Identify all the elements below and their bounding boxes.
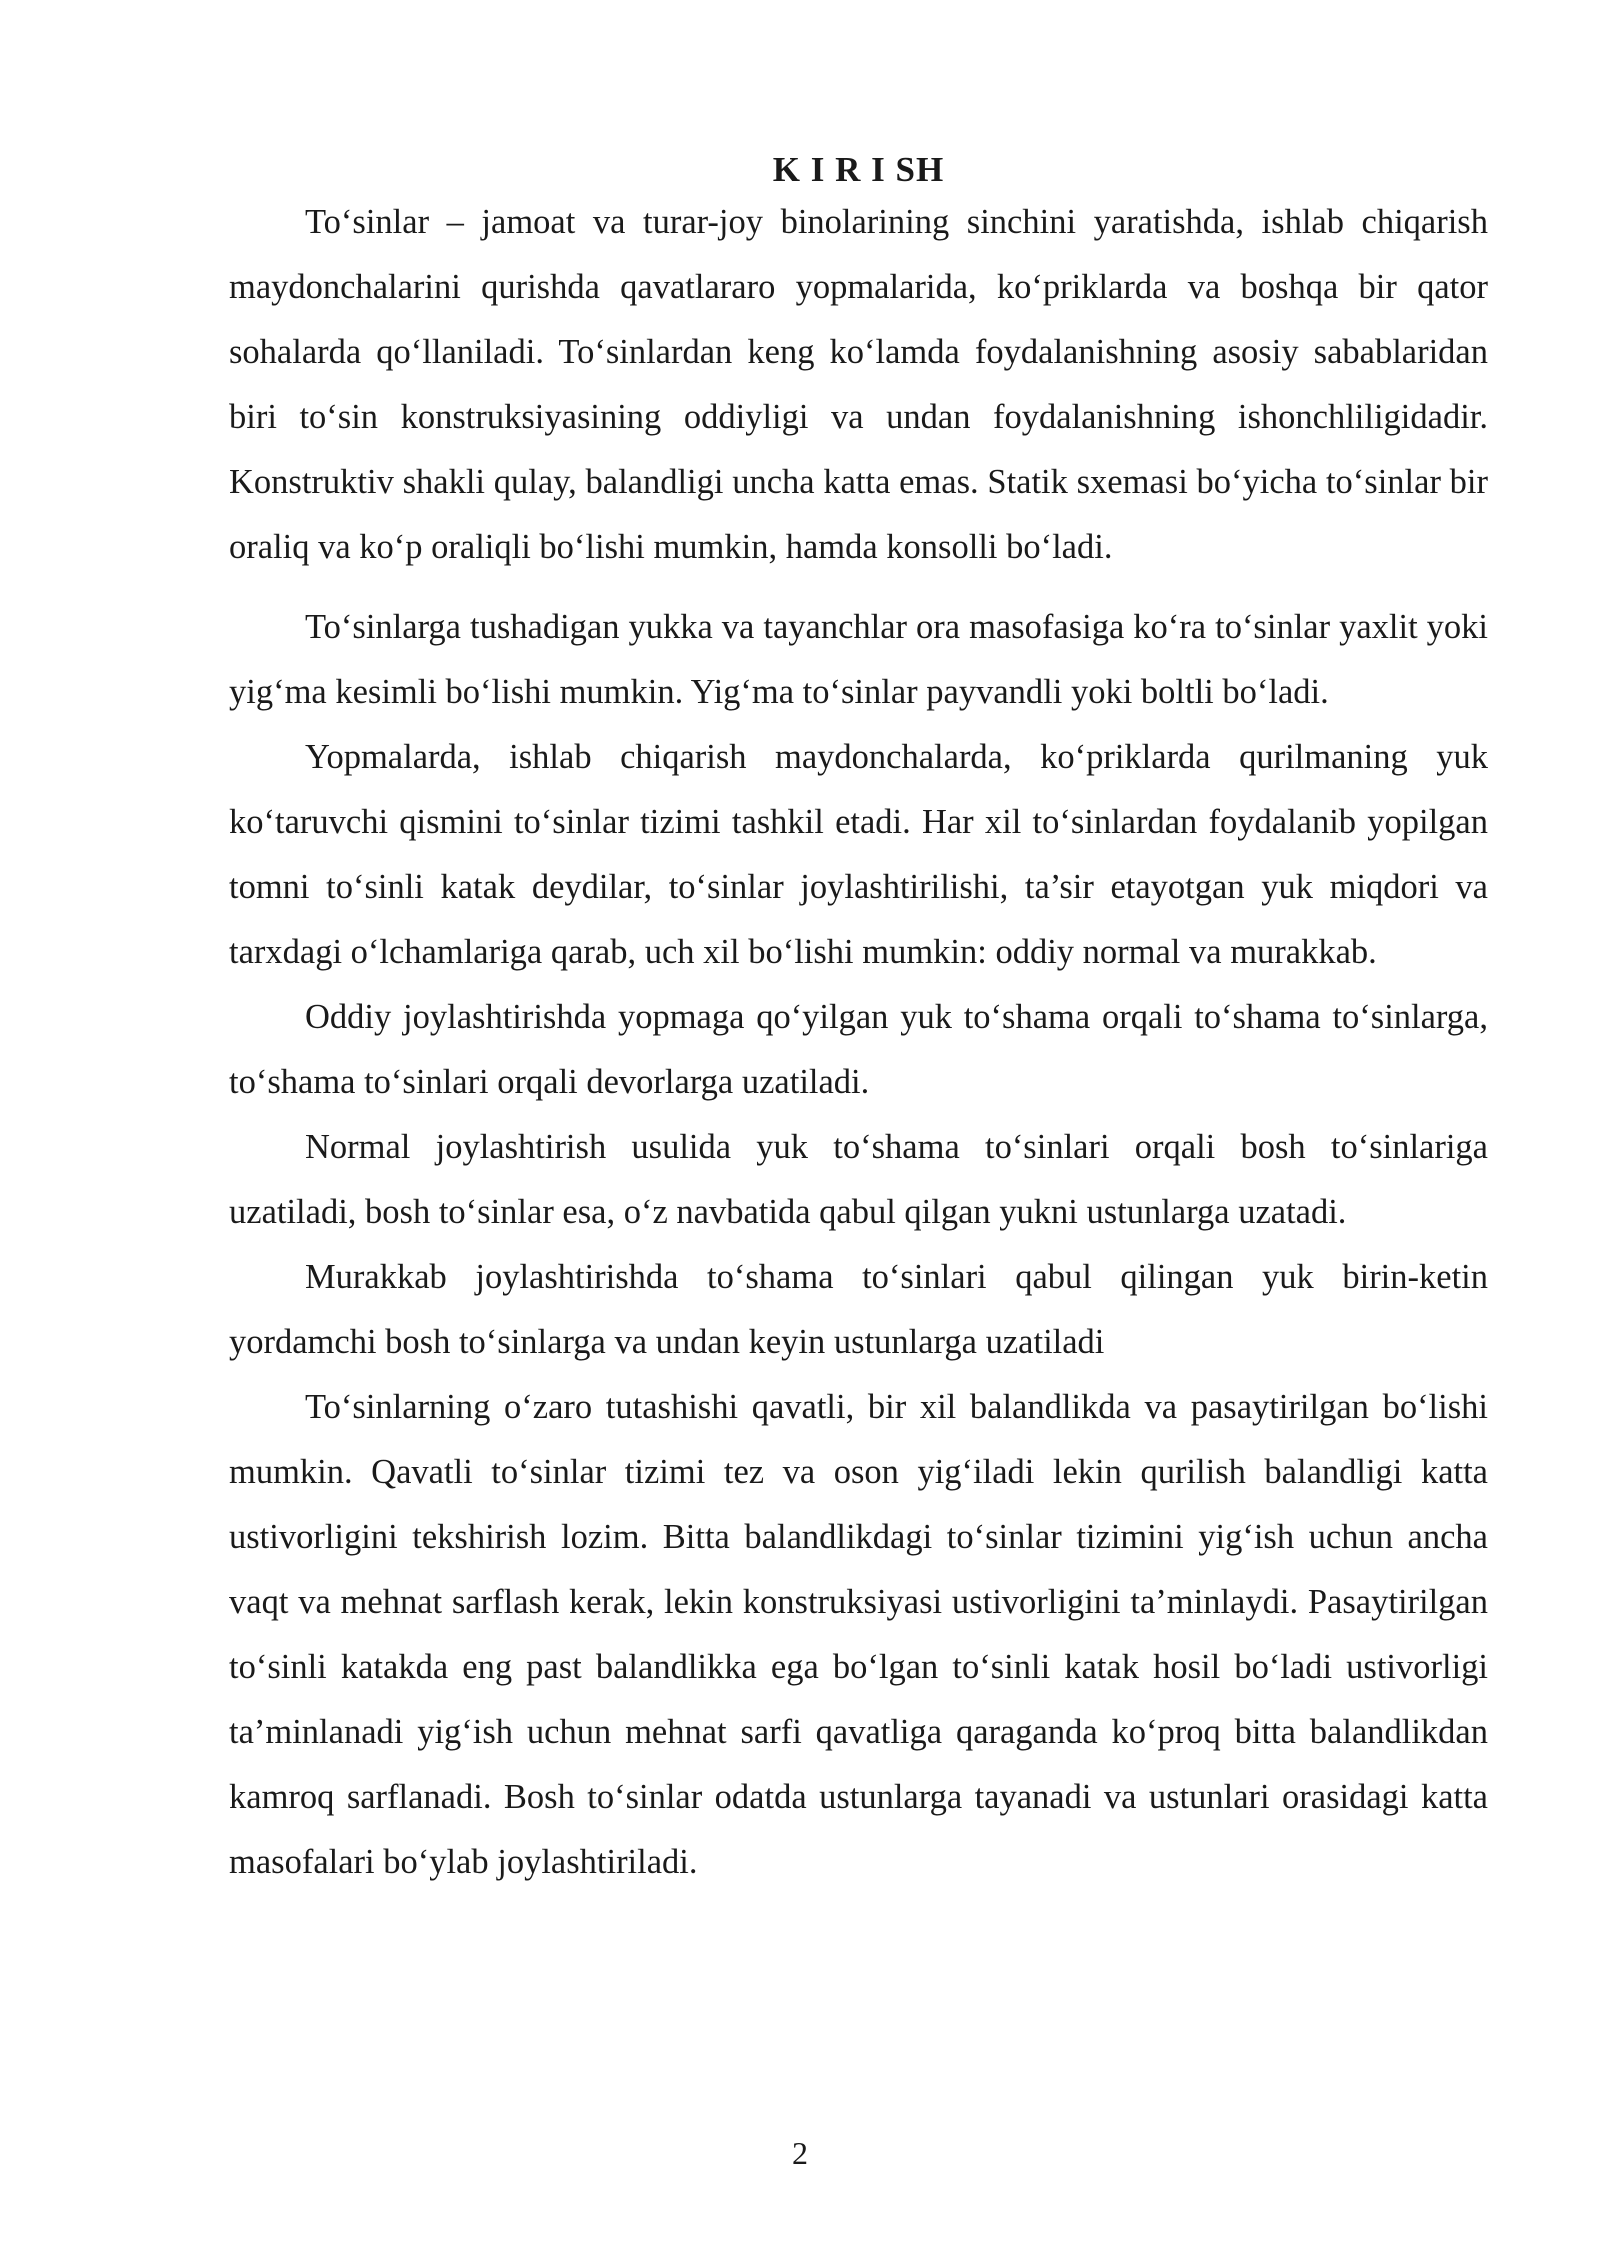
document-page <box>229 150 1488 1895</box>
page-number: 2 <box>792 2135 808 2171</box>
paragraph-4: Oddiy joylashtirishda yopmaga qo‘yilgan yuk to‘shama orqali to‘shama to‘sinlarga, to‘shama to‘sinlari orqali devorlarga uzatiladi. <box>229 998 1488 1101</box>
page-title: K I R I SH <box>772 150 945 189</box>
paragraph-3: Yopmalarda, ishlab chiqarish maydonchalarda, ko‘priklarda qurilmaning yuk ko‘taruvchi qismini to‘sinlar tizimi tashkil etadi. Har xil to‘sinlardan foydalanib yopilgan tomni to‘sinli katak deydilar, to‘sinlar joylashtirilishi, ta’sir etayotgan yuk miqdori va tarxdagi o‘lchamlariga qarab, uch xil bo‘lishi mumkin: oddiy normal va murakkab. <box>229 738 1488 971</box>
paragraph-6: Murakkab joylashtirishda to‘shama to‘sinlari qabul qilingan yuk birin-ketin yordamchi bosh to‘sinlarga va undan keyin ustunlarga uzatiladi <box>229 1258 1488 1361</box>
paragraph-2: To‘sinlarga tushadigan yukka va tayanchlar ora masofasiga ko‘ra to‘sinlar yaxlit yoki yig‘ma kesimli bo‘lishi mumkin. Yig‘ma to‘sinlar payvandli yoki boltli bo‘ladi. <box>229 608 1488 711</box>
paragraph-1: To‘sinlar – jamoat va turar-joy binolarining sinchini yaratishda, ishlab chiqarish maydonchalarini qurishda qavatlararo yopmalarida, ko‘priklarda va boshqa bir qator sohalarda qo‘llaniladi. To‘sinlardan keng ko‘lamda foydalanishning asosiy sabablaridan biri to‘sin konstruksiyasining oddiyligi va undan foydalanishning ishonchliligidadir. Konstruktiv shakli qulay, balandligi uncha katta emas. Statik sxemasi bo‘yicha to‘sinlar bir oraliq va ko‘p oraliqli bo‘lishi mumkin, hamda konsolli bo‘ladi. <box>229 203 1488 566</box>
paragraph-5: Normal joylashtirish usulida yuk to‘shama to‘sinlari orqali bosh to‘sinlariga uzatiladi, bosh to‘sinlar esa, o‘z navbatida qabul qilgan yukni ustunlarga uzatadi. <box>229 1128 1488 1231</box>
paragraph-7: To‘sinlarning o‘zaro tutashishi qavatli, bir xil balandlikda va pasaytirilgan bo‘lishi mumkin. Qavatli to‘sinlar tizimi tez va oson yig‘iladi lekin qurilish balandligi katta ustivorligini tekshirish lozim. Bitta balandlikdagi to‘sinlar tizimini yig‘ish uchun ancha vaqt va mehnat sarflash kerak, lekin konstruksiyasi ustivorligini ta’minlaydi. Pasaytirilgan to‘sinli katakda eng past balandlikka ega bo‘lgan to‘sinli katak hosil bo‘ladi ustivorligi ta’minlanadi yig‘ish uchun mehnat sarfi qavatliga qaraganda ko‘proq bitta balandlikdan kamroq sarflanadi. Bosh to‘sinlar odatda ustunlarga tayanadi va ustunlari orasidagi katta masofalari bo‘ylab joylashtiriladi. <box>229 1388 1488 1881</box>
